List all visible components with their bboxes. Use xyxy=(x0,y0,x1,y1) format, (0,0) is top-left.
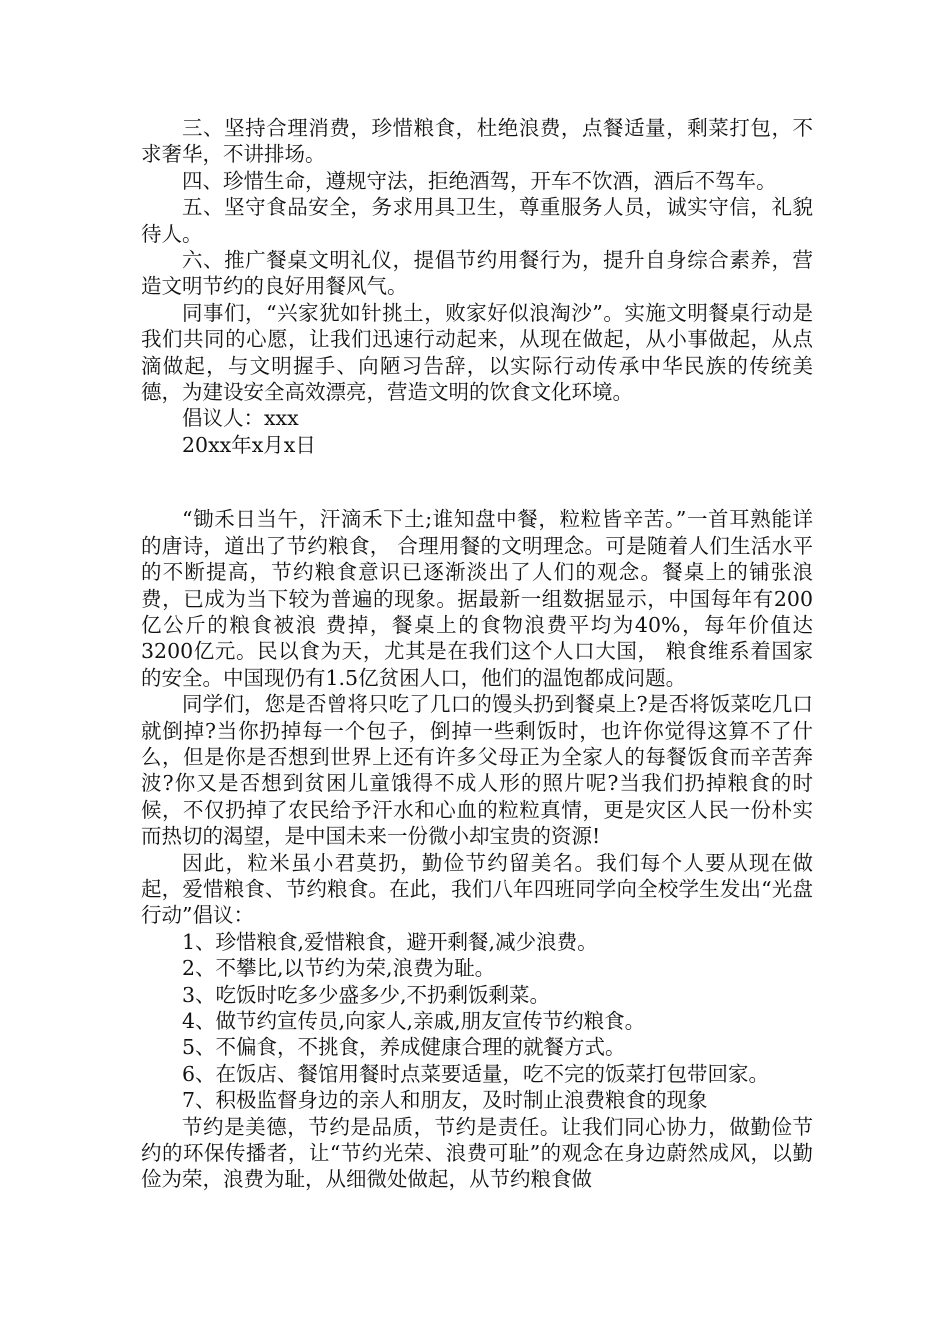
paragraph-item-3: 三、坚持合理消费，珍惜粮食，杜绝浪费，点餐适量，剩菜打包，不求奢华，不讲排场。 xyxy=(141,116,813,167)
document-page xyxy=(141,115,813,1193)
proposal-item-7: 7、积极监督身边的亲人和朋友，及时制止浪费粮食的现象 xyxy=(182,1088,708,1113)
paragraph-poem-intro: “锄禾日当午，汗滴禾下土;谁知盘中餐，粒粒皆辛苦。”一首耳熟能详的唐诗，道出了节约粮食， 合理用餐的文明理念。可是随着人们生活水平的不断提高，节约粮食意识已逐渐淡出了人们的观念。餐桌上的铺张浪费，已成为当下较为普遍的现象。据最新一组数据显示，中国每年有200亿公斤的粮食被浪 费掉，餐桌上的食物浪费平均为40%，每年价值达3200亿元。民以食为天，尤其是在我们这个人口大国， 粮食维系着国家的安全。中国现仍有1.5亿贫困人口，他们的温饱都成问题。 xyxy=(141,507,813,690)
proposal-item-3: 3、吃饭时吃多少盛多少,不扔剩饭剩菜。 xyxy=(182,982,551,1007)
proposal-item-2: 2、不攀比,以节约为荣,浪费为耻。 xyxy=(182,956,496,981)
proposal-item-1: 1、珍惜粮食,爱惜粮食，避开剩餐,减少浪费。 xyxy=(182,929,598,954)
paragraph-item-5: 五、坚守食品安全，务求用具卫生，尊重服务人员，诚实守信，礼貌待人。 xyxy=(141,195,813,246)
proposal-item-4: 4、做节约宣传员,向家人,亲戚,朋友宣传节约粮食。 xyxy=(182,1009,646,1033)
paragraph-item-4: 四、珍惜生命，遵规守法，拒绝酒驾，开车不饮酒，酒后不驾车。 xyxy=(182,168,777,193)
paragraph-classmates: 同学们，您是否曾将只吃了几口的馒头扔到餐桌上?是否将饭菜吃几口就倒掉?当你扔掉每一个包子，倒掉一些剩饭时，也许你觉得这算不了什么，但是你是否想到世界上还有许多父母正为全家人的每餐饭食而辛苦奔波?你又是否想到贫困儿童饿得不成人形的照片呢?当我们扔掉粮食的时候，不仅扔掉了农民给予汗水和心血的粒粒真情，更是灾区人民一份朴实而热切的渴望，是中国未来一份微小却宝贵的资源! xyxy=(141,692,813,849)
signer-line: 倡议人：xxx xyxy=(182,406,299,431)
paragraph-therefore: 因此，粒米虽小君莫扔，勤俭节约留美名。我们每个人要从现在做起，爱惜粮食、节约粮食。在此，我们八年四班同学向全校学生发出“光盘行动”倡议： xyxy=(141,850,813,928)
paragraph-item-6: 六、推广餐桌文明礼仪，提倡节约用餐行为，提升自身综合素养，营造文明节约的良好用餐风气。 xyxy=(141,248,813,299)
paragraph-closing: 节约是美德，节约是品质，节约是责任。让我们同心协力，做勤俭节约的环保传播者，让“节约光荣、浪费可耻”的观念在身边蔚然成风，以勤俭为荣，浪费为耻，从细微处做起，从节约粮食做 xyxy=(141,1114,813,1192)
proposal-item-5: 5、不偏食，不挑食，养成健康合理的就餐方式。 xyxy=(182,1035,626,1060)
section-gap xyxy=(141,458,813,506)
proposal-item-6: 6、在饭店、餐馆用餐时点菜要适量，吃不完的饭菜打包带回家。 xyxy=(182,1061,770,1086)
paragraph-colleagues: 同事们，“兴家犹如针挑土，败家好似浪淘沙”。实施文明餐桌行动是我们共同的心愿，让我们迅速行动起来，从现在做起，从小事做起，从点滴做起，与文明握手、向陋习告辞，以实际行动传承中华民族的传统美德，为建设安全高效漂亮，营造文明的饮食文化环境。 xyxy=(141,300,813,405)
date-line: 20xx年x月x日 xyxy=(182,432,316,457)
